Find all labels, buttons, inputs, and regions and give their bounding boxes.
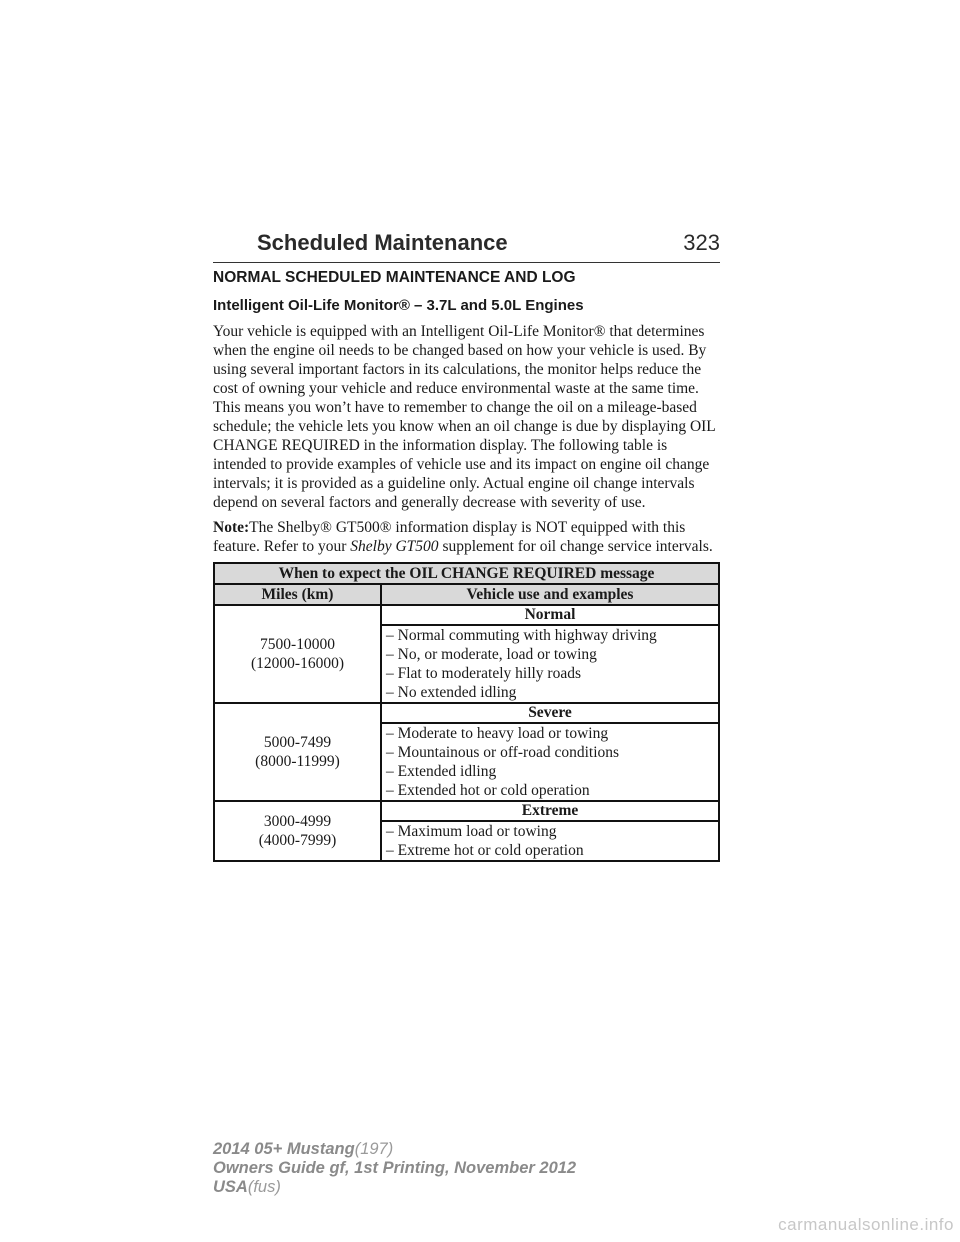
list-item: – Mountainous or off-road conditions	[386, 744, 620, 761]
table-title: When to expect the OIL CHANGE REQUIRED message	[214, 563, 719, 584]
miles-cell	[214, 703, 381, 801]
list-item: – Flat to moderately hilly roads	[386, 665, 582, 682]
document-footer	[213, 1140, 576, 1197]
usage-list	[381, 723, 719, 801]
note-paragraph	[213, 518, 723, 556]
list-item: – Moderate to heavy load or towing	[386, 725, 609, 742]
oil-change-table	[213, 562, 720, 862]
list-item: – Extended hot or cold operation	[386, 782, 590, 799]
note-text-before: The Shelby® GT500® information display is NOT equipped with this feature. Refer to your	[213, 519, 686, 555]
header-title: Scheduled Maintenance	[257, 230, 508, 255]
page-content	[213, 268, 723, 862]
column-header-miles: Miles (km)	[214, 584, 381, 605]
page-number: 323	[683, 230, 720, 255]
table-row	[214, 801, 719, 821]
intro-paragraph: Your vehicle is equipped with an Intelligent Oil-Life Monitor® that determines when the engine oil needs to be changed based on how your vehicle is used. By using several important factors in its calculations, the monitor helps reduce the cost of owning your vehicle and reduce environmental waste at the same time. This means you won’t have to remember to change the oil on a mileage-based schedule; the vehicle lets you know when an oil change is due by displaying OIL CHANGE REQUIRED in the information display. The following table is intended to provide examples of vehicle use and its impact on engine oil change intervals; it is provided as a guideline only. Actual engine oil change intervals depend on several factors and generally decrease with severity of use.	[213, 323, 716, 511]
km-value: (12000-16000)	[251, 655, 344, 672]
miles-cell	[214, 605, 381, 703]
list-item: – Normal commuting with highway driving	[386, 627, 657, 644]
usage-list	[381, 821, 719, 861]
footer-line-3	[213, 1178, 576, 1197]
note-text-after: supplement for oil change service intervals.	[438, 538, 713, 555]
list-item: – Maximum load or towing	[386, 823, 557, 840]
note-label: Note:	[213, 519, 250, 536]
list-item: – No extended idling	[386, 684, 517, 701]
miles-cell	[214, 801, 381, 861]
section-title: NORMAL SCHEDULED MAINTENANCE AND LOG	[213, 269, 576, 286]
page-header	[213, 228, 720, 263]
footer-market-code: (fus)	[247, 1178, 281, 1196]
usage-list	[381, 625, 719, 703]
watermark: carmanualsonline.info	[778, 1215, 954, 1234]
footer-model: 2014 05+ Mustang	[213, 1140, 355, 1158]
table-row	[214, 703, 719, 723]
list-item: – Extreme hot or cold operation	[386, 842, 584, 859]
usage-category: Normal	[381, 605, 719, 625]
footer-line-1	[213, 1140, 576, 1159]
km-value: (4000-7999)	[258, 832, 337, 849]
column-header-usage: Vehicle use and examples	[381, 584, 719, 605]
list-item: – Extended idling	[386, 763, 497, 780]
miles-value: 5000-7499	[263, 734, 332, 751]
miles-value: 7500-10000	[260, 636, 335, 653]
footer-market: USA	[213, 1178, 248, 1196]
km-value: (8000-11999)	[255, 753, 340, 770]
note-italic: Shelby GT500	[350, 538, 439, 555]
table-row	[214, 605, 719, 625]
footer-model-code: (197)	[354, 1140, 394, 1158]
usage-category: Severe	[381, 703, 719, 723]
subsection-title: Intelligent Oil-Life Monitor® – 3.7L and 5.0L Engines	[213, 297, 584, 314]
list-item: – No, or moderate, load or towing	[386, 646, 597, 663]
miles-value: 3000-4999	[263, 813, 332, 830]
footer-line-2: Owners Guide gf, 1st Printing, November 2012	[213, 1159, 577, 1177]
usage-category: Extreme	[381, 801, 719, 821]
